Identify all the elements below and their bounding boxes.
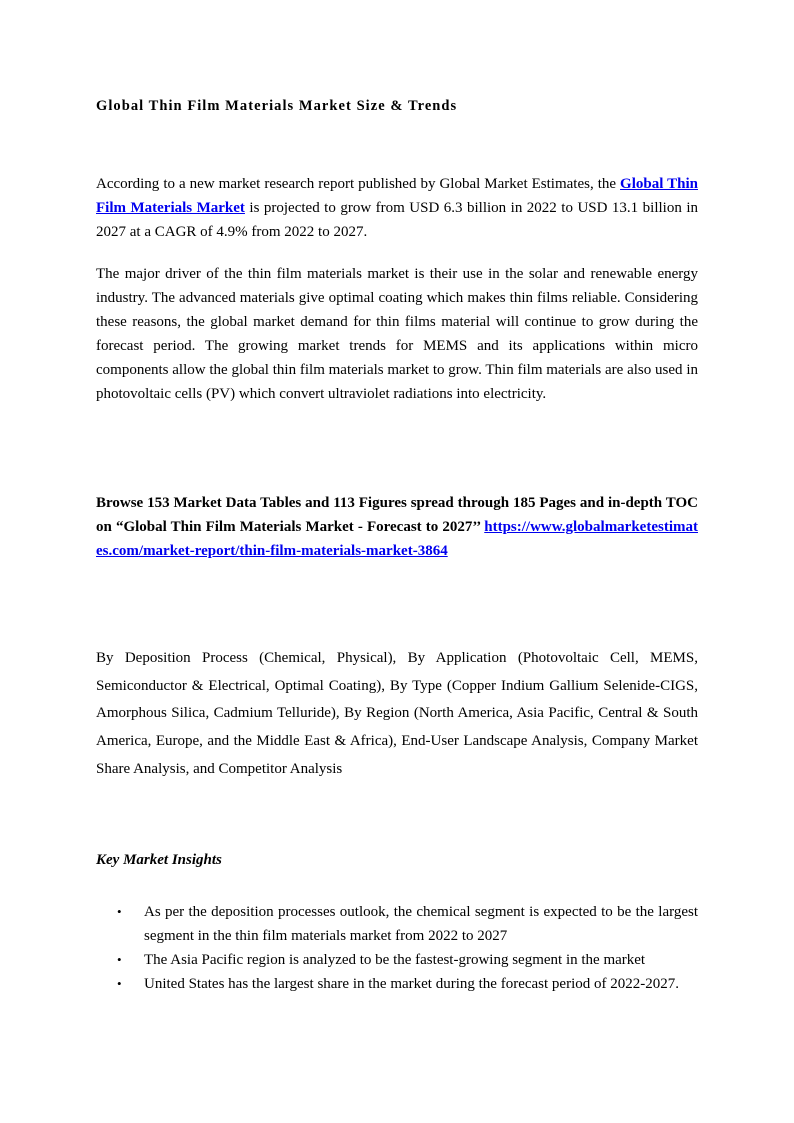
segmentation-paragraph: By Deposition Process (Chemical, Physical), By Application (Photovoltaic Cell, MEMS, Semiconductor & Electrical, Optimal Coating), By Type (Copper Indium Gallium Selenide-CIGS, Amorphous Silica, Cadmium Telluride), By Region (North America, Asia Pacific, Central & South America, Europe, and the Middle East & Africa), End-User Landscape Analysis, Company Market Share Analysis, and Competitor Analysis: [96, 650, 698, 777]
key-insights-heading: Key Market Insights: [96, 852, 222, 868]
insight-text: The Asia Pacific region is analyzed to be the fastest-growing segment in the market: [144, 952, 646, 968]
list-item: [96, 948, 698, 972]
intro-text-before: According to a new market research report published by Global Market Estimates, the: [96, 176, 621, 192]
report-url-link[interactable]: https://www.globalmarketestimates.com/market-report/thin-film-materials-market-3864: [96, 519, 698, 559]
insight-text: United States has the largest share in the market during the forecast period of 2022-2027.: [144, 976, 679, 992]
driver-paragraph: The major driver of the thin film materials market is their use in the solar and renewable energy industry. The advanced materials give optimal coating which makes thin films reliable. Considering these reasons, the global market demand for thin films material will continue to grow during the forecast period. The growing market trends for MEMS and its applications within micro components allow the global thin film materials market to grow. Thin film materials are also used in photovoltaic cells (PV) which convert ultraviolet radiations into electricity.: [96, 266, 698, 402]
bullet-icon: •: [117, 976, 122, 991]
bullet-icon: •: [117, 952, 122, 967]
page-title: Global Thin Film Materials Market Size & Trends: [96, 98, 458, 114]
browse-text: Browse 153 Market Data Tables and 113 Figures spread through 185 Pages and in-depth TOC on “Global Thin Film Materials Market - Forecast to 2027’’: [96, 495, 698, 535]
intro-paragraph: [96, 172, 698, 244]
list-item: [96, 900, 698, 948]
insight-text: As per the deposition processes outlook, the chemical segment is expected to be the largest segment in the thin film materials market from 2022 to 2027: [144, 904, 698, 944]
market-report-link[interactable]: Global Thin Film Materials Market: [96, 176, 698, 216]
list-item: [96, 972, 698, 996]
browse-paragraph: [96, 491, 698, 563]
bullet-icon: •: [117, 904, 122, 919]
intro-text-after: is projected to grow from USD 6.3 billion in 2022 to USD 13.1 billion in 2027 at a CAGR of 4.9% from 2022 to 2027.: [96, 200, 698, 240]
key-insights-list: [96, 900, 698, 996]
